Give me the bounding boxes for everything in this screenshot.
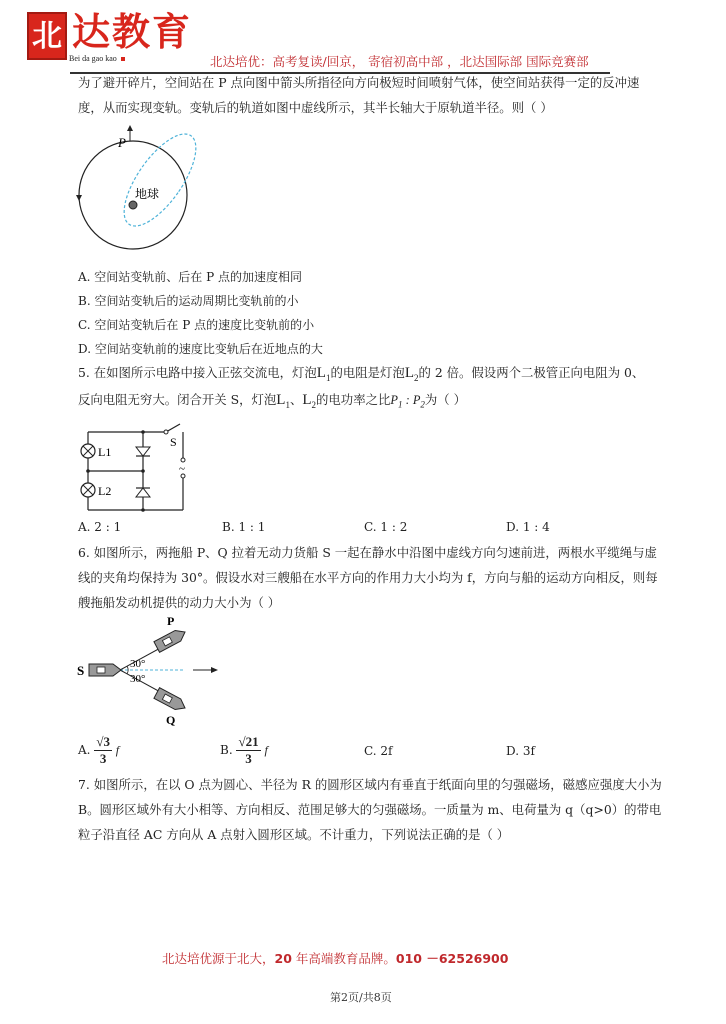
numerator: √3 <box>96 734 110 749</box>
q5-text: 5. 在如图所示电路中接入正弦交流电，灯泡 <box>78 365 317 380</box>
p2-sub: 2 <box>420 399 425 410</box>
q6-option-a[interactable] <box>78 734 119 767</box>
l2-sub: 2 <box>311 400 317 410</box>
arrow-right-icon <box>211 667 218 673</box>
q6-text-line1: 6. 如图所示，两拖船 P、Q 拉着无动力货船 S 一起在静水中沿图中虚线方向匀速前进，两根水平缆绳与虚 <box>78 545 657 560</box>
lamp-l1-label: L1 <box>98 445 112 459</box>
q5-text: 的 2 倍。假设两个二极管正向电阻为 0、 <box>418 365 645 380</box>
q5-option-b[interactable]: B. 1 : 1 <box>222 520 266 534</box>
switch-contact <box>164 430 168 434</box>
brand-text: 年高端教育品牌。 <box>291 951 396 966</box>
q6-text-line2: 线的夹角均保持为 30°。假设水对三艘船在水平方向的作用力大小均为 f，方向与船的运动方向相反，则每 <box>78 570 658 585</box>
q4-option-d[interactable]: D. 空间站变轨前的速度比变轨后在近地点的大 <box>78 342 323 356</box>
header-slogan: 北达培优：高考复读/回京， 寄宿初高中部 ，北达国际部 国际竞赛部 <box>210 54 589 69</box>
earth-label: 地球 <box>135 187 160 201</box>
q7-text-line1: 7. 如图所示，在以 O 点为圆心、半径为 R 的圆形区域内有垂直于纸面向里的匀强磁场，磁感应强度大小为 <box>78 777 662 792</box>
q5-options <box>78 520 638 536</box>
q6-options <box>78 734 638 772</box>
p1: P <box>390 393 398 407</box>
q6-option-d[interactable]: D. 3f <box>506 744 535 758</box>
option-label: B. <box>220 743 233 757</box>
lamp-l1-symbol <box>276 392 290 408</box>
diode-lower-icon <box>136 488 150 497</box>
p1-sub: 1 <box>397 399 403 410</box>
q4-option-c[interactable]: C. 空间站变轨后在 P 点的速度比变轨前的小 <box>78 318 315 332</box>
l1-letter: L <box>276 392 286 408</box>
page-number: 第2页/共8页 <box>330 991 392 1004</box>
lamp-l1-symbol <box>317 365 331 381</box>
q5-option-d[interactable]: D. 1 : 4 <box>506 520 550 534</box>
logo-square-icon <box>121 57 125 61</box>
boat-q-icon <box>154 688 188 714</box>
orbit-direction-icon <box>76 195 82 201</box>
q5-text: 的电功率之比 <box>316 392 391 407</box>
l2-sub: 2 <box>413 373 419 383</box>
denominator: 3 <box>245 751 252 766</box>
lamp-l2-symbol <box>405 365 419 381</box>
logo-pinyin-text: Bei da gao kao <box>69 54 117 63</box>
q6-boats-figure <box>75 612 225 727</box>
numerator: √21 <box>238 734 259 749</box>
original-orbit <box>79 141 187 249</box>
q5-option-a[interactable]: A. 2 : 1 <box>78 520 122 534</box>
q4-text-line2: 度，从而实现变轨。变轨后的轨道如图中虚线所示，其半长轴大于原轨道半径。则（ ） <box>78 100 553 115</box>
q5-text: 反向电阻无穷大。闭合开关 S，灯泡 <box>78 392 277 407</box>
logo-pinyin <box>69 54 125 63</box>
boat-p-icon <box>154 627 188 653</box>
q7-text-line2: B。圆形区域外有大小相等、方向相反、范围足够大的匀强磁场。一质量为 m、电荷量为 q（q>0）的带电 <box>78 802 662 817</box>
boat-p-label: P <box>167 614 175 628</box>
boat-s-label: S <box>77 663 85 678</box>
q5-text: 、 <box>289 392 303 407</box>
fraction <box>94 734 112 767</box>
q4-orbit-figure <box>75 125 215 260</box>
ac-source-label: ~ <box>179 463 185 475</box>
option-label: A. <box>78 743 91 757</box>
q6-option-c[interactable]: C. 2f <box>364 744 393 758</box>
point-p-label: P <box>118 135 126 150</box>
q6-text-line3: 艘拖船发动机提供的动力大小为（ ） <box>78 595 281 610</box>
q4-option-a[interactable]: A. 空间站变轨前、后在 P 点的加速度相同 <box>78 270 302 284</box>
lamp-l2-icon <box>81 483 95 497</box>
q5-text: 为（ ） <box>424 392 467 407</box>
l2-letter: L <box>302 392 312 408</box>
logo-name: 达教育 <box>72 9 193 54</box>
angle-lower-label: 30° <box>130 673 146 685</box>
footer-brand <box>162 949 508 967</box>
q5-circuit-figure <box>78 420 193 512</box>
boat-q-label: Q <box>166 713 176 727</box>
q5-option-c[interactable]: C. 1 : 2 <box>364 520 408 534</box>
brand-years: 20 <box>274 951 292 966</box>
p2: P <box>412 393 421 407</box>
q6-option-b[interactable] <box>220 734 268 767</box>
power-ratio <box>390 393 425 410</box>
angle-upper-label: 30° <box>130 658 146 670</box>
var-f: f <box>115 743 120 757</box>
q7-text-line3: 粒子沿直径 AC 方向从 A 点射入圆形区域。不计重力，下列说法正确的是（ ） <box>78 827 510 842</box>
switch-label: S <box>170 435 177 449</box>
l1-letter: L <box>316 365 326 381</box>
l1-sub: 1 <box>325 373 331 383</box>
logo-mark: 北 <box>27 12 67 60</box>
l1-sub: 1 <box>285 400 290 410</box>
brand-phone: 010 －62526900 <box>395 951 509 966</box>
boat-s-icon <box>89 664 121 676</box>
diode-upper-icon <box>136 447 150 456</box>
terminal-top <box>181 458 185 462</box>
var-f: f <box>264 743 268 757</box>
lamp-l1-icon <box>81 444 95 458</box>
q5-text-line2 <box>78 387 466 418</box>
q4-option-b[interactable]: B. 空间站变轨后的运动周期比变轨前的小 <box>78 294 299 308</box>
q4-text-line1: 为了避开碎片，空间站在 P 点向图中箭头所指径向方向极短时间喷射气体，使空间站获得一定的反冲速 <box>78 75 640 90</box>
earth-dot <box>129 201 137 209</box>
lamp-l2-symbol <box>302 392 316 408</box>
fraction <box>236 734 260 767</box>
q5-text: 的电阻是灯泡 <box>330 365 405 380</box>
l2-letter: L <box>404 365 414 381</box>
ratio-sep: : <box>405 393 410 407</box>
denominator: 3 <box>99 751 107 766</box>
lamp-l2-label: L2 <box>98 484 112 498</box>
brand-text: 北达培优源于北大， <box>162 951 275 966</box>
arrow-head-icon <box>127 125 133 131</box>
